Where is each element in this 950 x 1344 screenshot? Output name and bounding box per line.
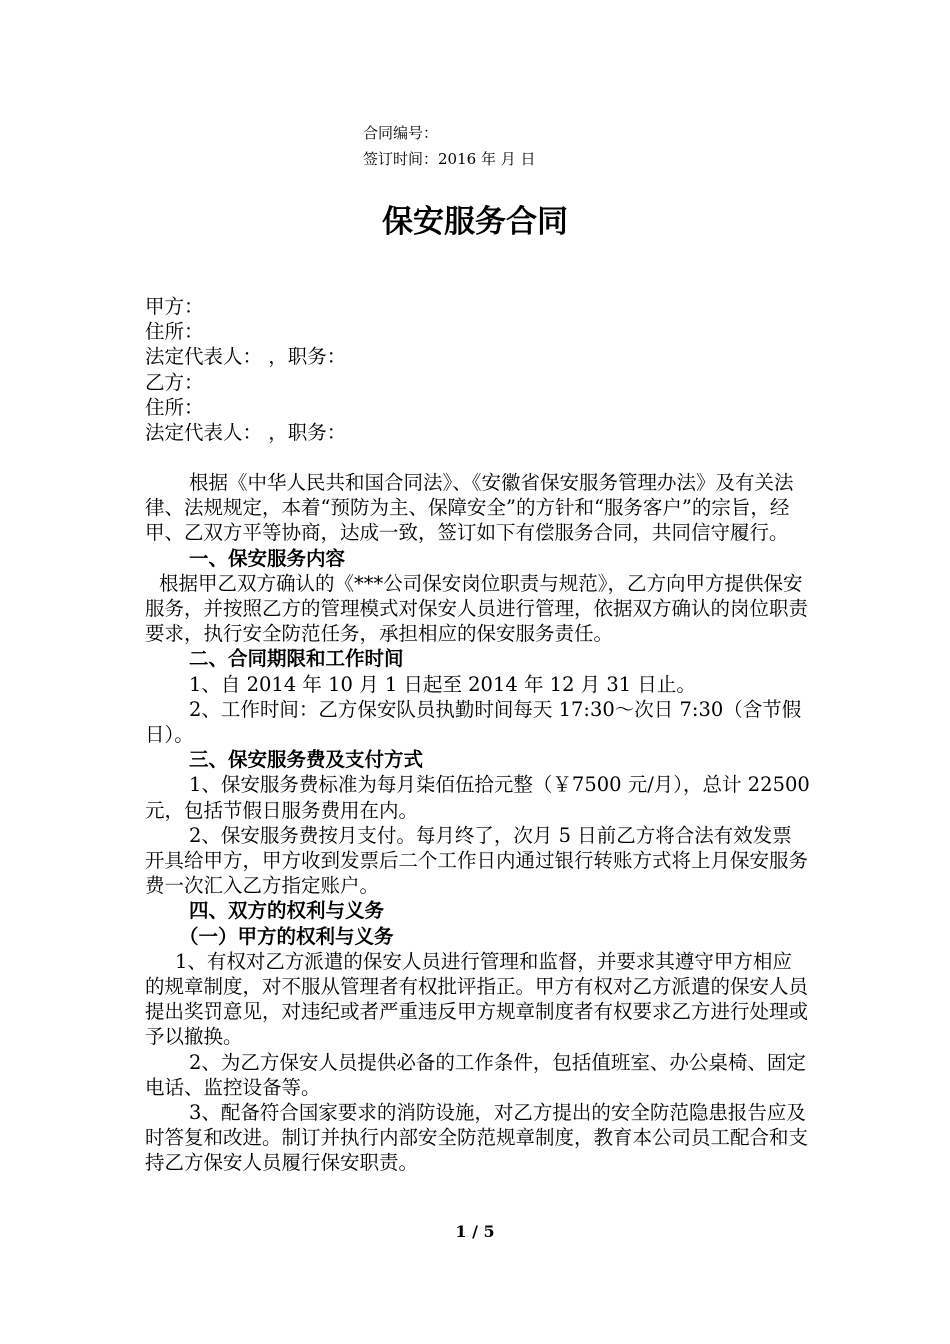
section-3-item-1: 1、保安服务费标准为每月柒佰伍拾元整（￥7500 元/月），总计 22500 元，包括节假日服务费用在内。	[145, 773, 810, 822]
section-3-item-2: 2、保安服务费按月支付。每月终了，次月 5 日前乙方将合法有效发票开具给甲方，甲方收到发票后二个工作日内通过银行转账方式将上月保安服务费一次汇入乙方指定账户。	[145, 823, 809, 898]
section-4-item-3: 3、配备符合国家要求的消防设施，对乙方提出的安全防范隐患报告应及时答复和改进。制订并执行内部安全防范规章制度，教育本公司员工配合和支持乙方保安人员履行保安职责。	[145, 1101, 809, 1175]
party-a-name: 甲方：	[145, 295, 204, 318]
section-2-item-2: 2、工作时间：乙方保安队员执勤时间每天 17:30～次日 7:30（含节假日）。	[145, 697, 802, 747]
parties-block	[145, 294, 810, 445]
intro-paragraph: 根据《中华人民共和国合同法》、《安徽省保安服务管理办法》及有关法律、法规规定，本着“预防为主、保障安全”的方针和“服务客户”的宗旨，经甲、乙双方平等协商，达成一致，签订如下有偿服务合同，共同信守履行。	[145, 471, 794, 545]
party-a-representative: 法定代表人： ，职务：	[145, 345, 347, 369]
section-2-item-1: 1、自 2014 年 10 月 1 日起至 2014 年 12 月 31 日止。	[189, 672, 696, 696]
section-4-item-2: 2、为乙方保安人员提供必备的工作条件，包括值班室、办公桌椅、固定电话、监控设备等。	[145, 1050, 806, 1099]
contract-number-label: 合同编号：	[363, 124, 439, 142]
section-1-paragraph: 根据甲乙双方确认的《***公司保安岗位职责与规范》，乙方向甲方提供保安服务，并按照乙方的管理模式对保安人员进行管理，依据双方确认的岗位职责要求，执行安全防范任务，承担相应的保安服务责任。	[145, 571, 809, 646]
party-b-name: 乙方：	[145, 370, 204, 394]
section-3-heading: 三、保安服务费及支付方式	[189, 748, 424, 772]
page-number: 1 / 5	[455, 1222, 495, 1241]
section-2-heading: 二、合同期限和工作时间	[189, 647, 404, 671]
party-b-address: 住所：	[145, 395, 204, 419]
signing-date-label: 签订时间：2016 年 月 日	[363, 150, 536, 168]
party-a-address: 住所：	[145, 320, 204, 344]
section-4-heading: 四、双方的权利与义务	[189, 899, 385, 923]
section-1-heading: 一、保安服务内容	[189, 546, 346, 570]
contract-body	[145, 470, 810, 1176]
document-title: 保安服务合同	[382, 204, 568, 240]
section-4-item-1: 1、有权对乙方派遣的保安人员进行管理和监督，并要求其遵守甲方相应的规章制度，对不服从管理者有权批评指正。甲方有权对乙方派遣的保安人员提出奖罚意见，对违纪或者严重违反甲方规章制度者有权要求乙方进行处理或予以撤换。	[145, 949, 809, 1049]
party-b-representative: 法定代表人： ，职务：	[145, 421, 347, 445]
section-4-subheading-1: （一）甲方的权利与义务	[179, 924, 394, 948]
